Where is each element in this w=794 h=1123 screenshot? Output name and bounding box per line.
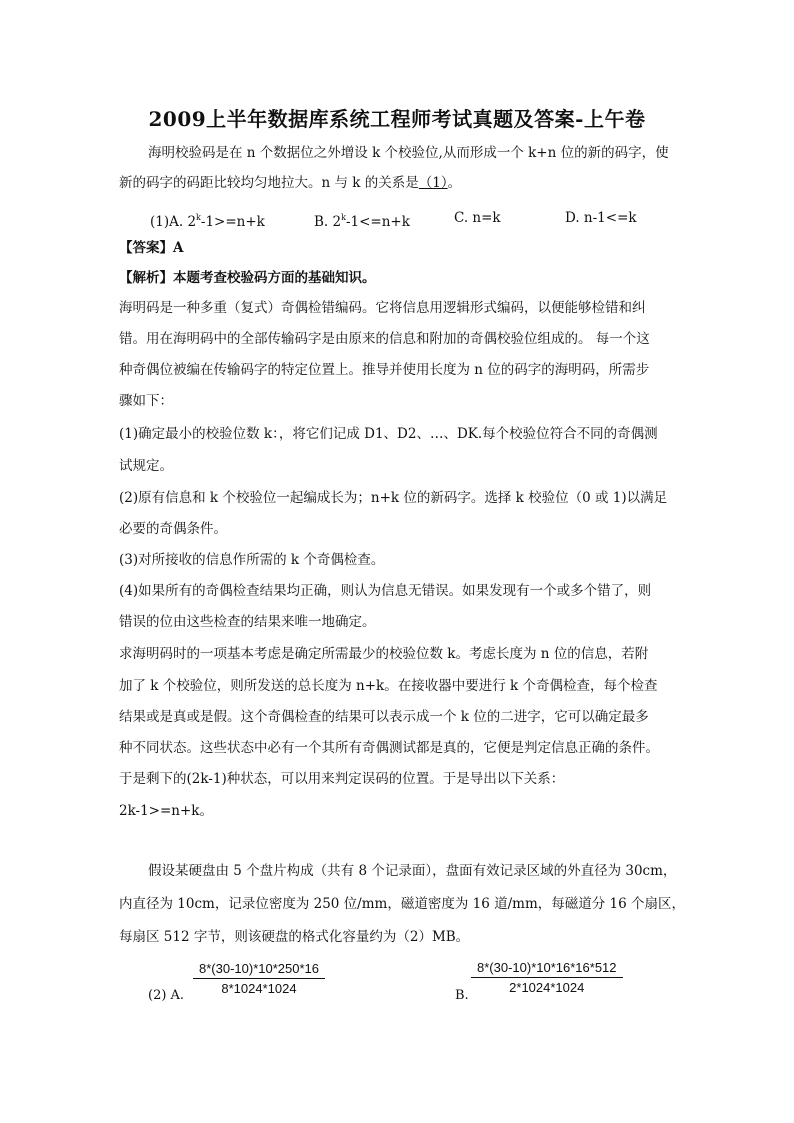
analysis-line: 必要的奇偶条件。	[119, 521, 227, 537]
analysis-line: 加了 k 个校验位，则所发送的总长度为 n+k。在接收器中要进行 k 个奇偶检查，每个检查	[119, 678, 658, 694]
analysis-line: (2)原有信息和 k 个校验位一起编成长为；n+k 位的新码字。选择 k 校验位（0 或 1)以满足	[119, 490, 668, 506]
q1-option-a-sup: k	[196, 213, 201, 222]
analysis-line: (3)对所接收的信息作所需的 k 个奇偶检查。	[119, 552, 385, 568]
analysis-line: 试规定。	[119, 458, 173, 474]
q1-option-b-pre: B. 2	[314, 214, 342, 230]
q2-option-a-denominator: 8*1024*1024	[221, 981, 297, 996]
analysis-line: 于是剩下的(2k-1)种状态，可以用来判定误码的位置。于是导出以下关系：	[119, 771, 565, 787]
q1-option-c: C. n=k	[454, 210, 501, 226]
q2-option-b-label: B.	[455, 988, 469, 1003]
analysis-line: 2k-1>=n+k。	[119, 803, 213, 819]
q1-option-a-pre: (1)A. 2	[150, 214, 197, 230]
analysis-line: 错误的位由这些检查的结果来唯一地确定。	[119, 614, 376, 630]
analysis-line: 种奇偶位被编在传输码字的特定位置上。推导并使用长度为 n 位的码字的海明码，所需步	[119, 362, 650, 378]
q2-stem-line-3: 每扇区 512 字节，则该硬盘的格式化容量约为（2）MB。	[119, 929, 470, 945]
answer-label: 【答案】A	[119, 240, 184, 256]
analysis-line: 海明码是一种多重（复式）奇偶检错编码。它将信息用逻辑形式编码，以便能够检错和纠	[119, 300, 646, 316]
analysis-line: (4)如果所有的奇偶检查结果均正确，则认为信息无错误。如果发现有一个或多个错了，则	[119, 583, 652, 599]
q2-stem-line-1: 假设某硬盘由 5 个盘片构成（共有 8 个记录面），盘面有效记录区域的外直径为 30cm，	[148, 863, 677, 879]
q1-stem-end: 。	[447, 175, 462, 191]
q2-option-b-fraction	[471, 960, 623, 995]
q2-option-a-numerator: 8*(30-10)*10*250*16	[193, 961, 325, 979]
q1-option-b-post: -1<=n+k	[345, 214, 410, 230]
q1-stem-line-1: 海明校验码是在 n 个数据位之外增设 k 个校验位,从而形成一个 k+n 位的新的码字，使	[148, 145, 669, 161]
analysis-line: 种不同状态。这些状态中必有一个其所有奇偶测试都是真的，它便是判定信息正确的条件。	[119, 740, 659, 756]
analysis-line: 骤如下：	[119, 393, 173, 409]
q2-stem-line-2: 内直径为 10cm，记录位密度为 250 位/mm，磁道密度为 16 道/mm，每磁道分 16 个扇区，	[119, 896, 686, 912]
q1-option-a-post: -1>=n+k	[200, 214, 265, 230]
q2-option-b-numerator: 8*(30-10)*10*16*16*512	[471, 960, 623, 978]
q2-option-b-denominator: 2*1024*1024	[509, 980, 585, 995]
q1-option-b	[314, 208, 410, 232]
q1-stem-line-2	[119, 173, 461, 193]
analysis-line: 求海明码时的一项基本考虑是确定所需最少的校验位数 k。考虑长度为 n 位的信息，若附	[119, 646, 649, 662]
page-title: 2009上半年数据库系统工程师考试真题及答案-上午卷	[148, 107, 646, 131]
q2-option-a-fraction	[193, 961, 325, 996]
q1-stem-text: 新的码字的码距比较均匀地拉大。n 与 k 的关系是	[119, 175, 419, 191]
q1-blank: （1）	[418, 175, 448, 191]
analysis-line: (1)确定最小的校验位数 k：，将它们记成 D1、D2、…、DK.每个校验位符合不同的奇偶测	[119, 426, 658, 442]
q1-option-a	[150, 208, 265, 232]
q1-option-d: D. n-1<=k	[565, 210, 637, 226]
analysis-line: 结果或是真或是假。这个奇偶检查的结果可以表示成一个 k 位的二进字，它可以确定最多	[119, 709, 649, 725]
q2-option-a-label: (2) A.	[148, 988, 185, 1003]
analysis-label: 【解析】本题考查校验码方面的基础知识。	[119, 270, 376, 286]
q1-option-b-sup: k	[341, 213, 346, 222]
analysis-line: 错。用在海明码中的全部传输码字是由原来的信息和附加的奇偶校验位组成的。 每一个这	[119, 331, 650, 347]
